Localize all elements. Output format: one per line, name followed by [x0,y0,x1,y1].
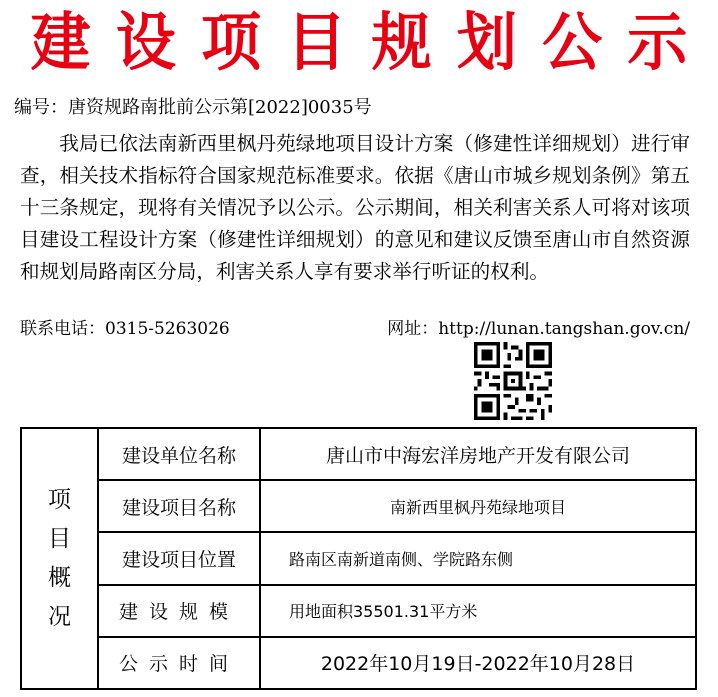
row-value: 唐山市中海宏洋房地产开发有限公司 [260,428,696,480]
notice-title [0,6,718,80]
project-overview-table [20,427,697,690]
row-value: 用地面积35501.31平方米 [260,585,696,637]
website-link[interactable]: 网址：http://lunan.tangshan.gov.cn/ [387,319,690,339]
table-row [21,480,696,532]
side-char: 项 [48,486,71,513]
title-char: 规 [371,6,432,80]
title-char: 公 [542,6,603,80]
row-value: 南新西里枫丹苑绿地项目 [260,480,696,532]
row-value: 路南区南新道南侧、学院路东侧 [260,532,696,584]
contact-phone: 联系电话：0315-5263026 [20,319,230,339]
row-label: 建设单位名称 [98,428,260,480]
notice-body: 我局已依法南新西里枫丹苑绿地项目设计方案（修建性详细规划）进行审查，相关技术指标符合国家规范标准要求。依据《唐山市城乡规划条例》第五十三条规定，现将有关情况予以公示。公示期间，相关利害关系人可将对该项目建设工程设计方案（修建性详细规划）的意见和建议反馈至唐山市自然资源和规划局路南区分局，利害关系人享有要求举行听证的权利。 [20,132,690,283]
title-char: 目 [286,6,347,80]
document-number: 编号：唐资规路南批前公示第[2022]0035号 [14,97,372,118]
table-row [21,532,696,584]
table-row [21,585,696,637]
side-char: 况 [48,603,71,630]
side-char: 目 [48,525,71,552]
row-label: 建设规模 [98,585,260,637]
table-row [21,428,696,480]
qr-code-icon [474,342,552,420]
project-overview-label [21,428,98,689]
title-char: 建 [30,6,91,80]
title-char: 划 [456,6,517,80]
title-char: 示 [627,6,688,80]
title-char: 项 [201,6,262,80]
row-label: 公示时间 [98,637,260,689]
row-label: 建设项目名称 [98,480,260,532]
side-char: 概 [48,564,71,591]
row-value: 2022年10月19日-2022年10月28日 [260,637,696,689]
table-row [21,637,696,689]
title-char: 设 [115,6,176,80]
row-label: 建设项目位置 [98,532,260,584]
